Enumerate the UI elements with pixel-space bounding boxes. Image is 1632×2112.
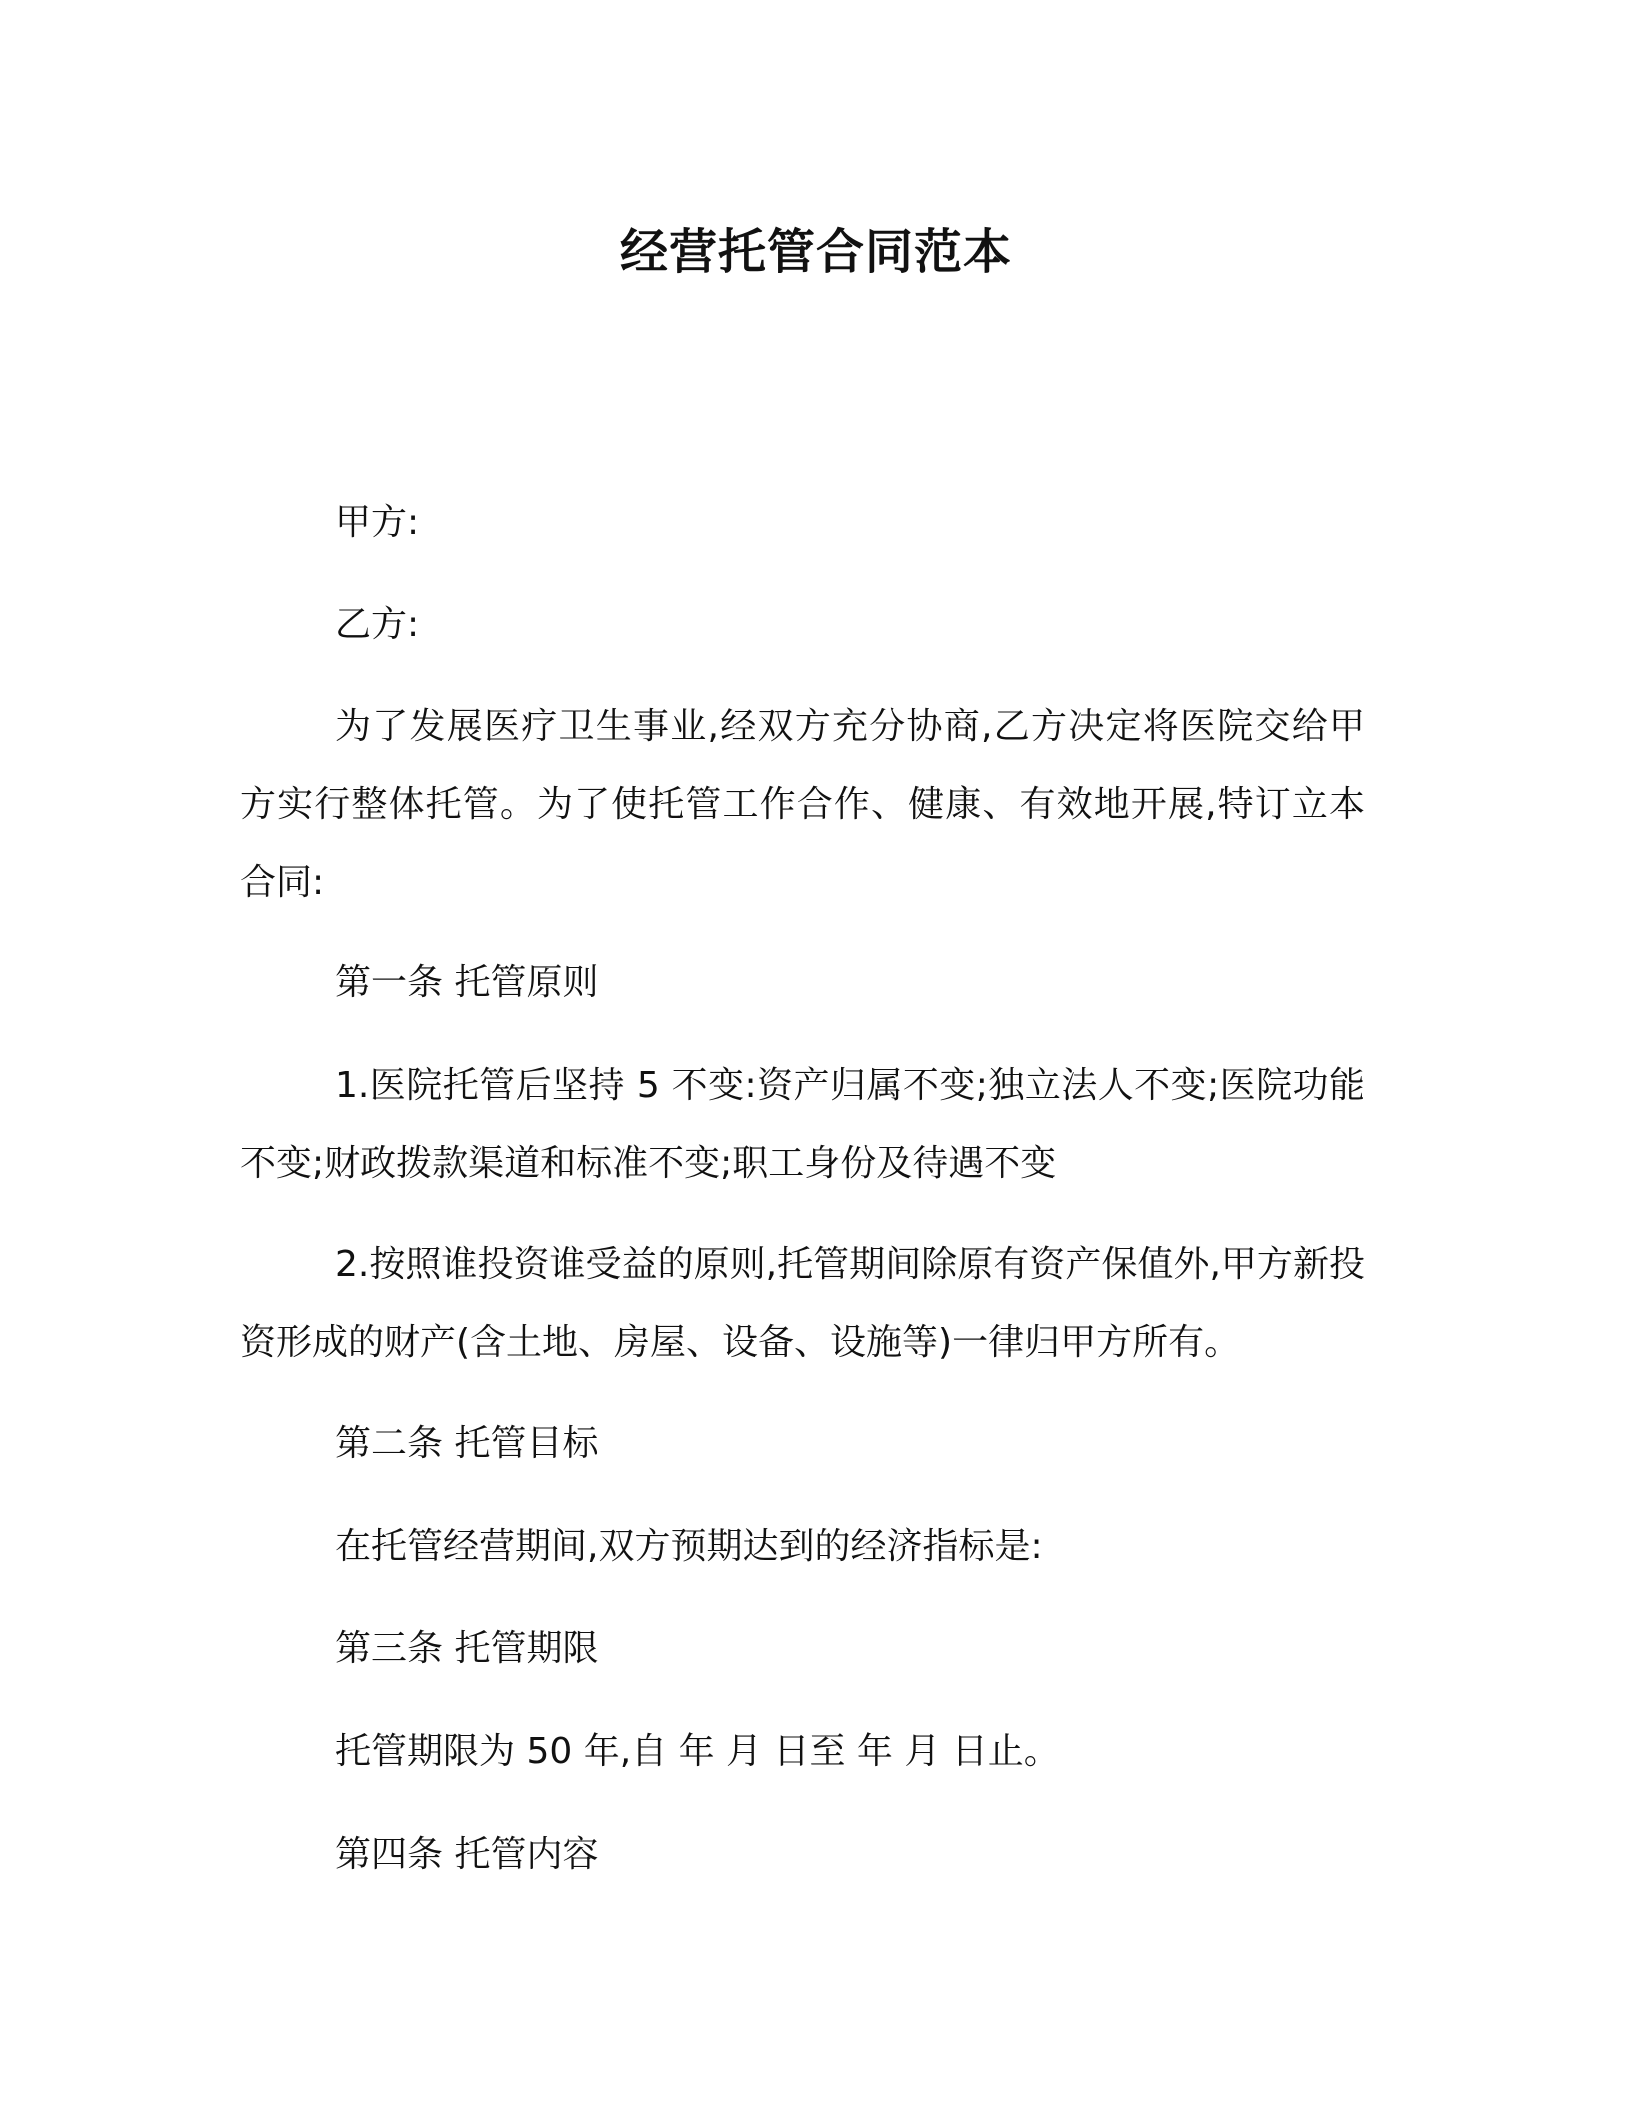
article-1-clause-1: 1.医院托管后坚持 5 不变:资产归属不变;独立法人不变;医院功能不变;财政拨款渠道和标准不变;职工身份及待遇不变 <box>240 1065 1365 1184</box>
article-3-text: 托管期限为 50 年,自 年 月 日至 年 月 日止。 <box>335 1731 1060 1772</box>
article-2-heading: 第二条 托管目标 <box>335 1423 599 1464</box>
party-b-line: 乙方: <box>335 604 420 645</box>
article-3-heading: 第三条 托管期限 <box>335 1628 599 1669</box>
preamble-paragraph: 为了发展医疗卫生事业,经双方充分协商,乙方决定将医院交给甲方实行整体托管。为了使托管工作合作、健康、有效地开展,特订立本合同: <box>240 706 1365 903</box>
document-title: 经营托管合同范本 <box>619 224 1012 280</box>
article-4-heading: 第四条 托管内容 <box>335 1834 599 1875</box>
article-1-heading: 第一条 托管原则 <box>335 962 599 1003</box>
party-a-line: 甲方: <box>335 502 420 543</box>
article-1-clause-2: 2.按照谁投资谁受益的原则,托管期间除原有资产保值外,甲方新投资形成的财产(含土地、房屋、设备、设施等)一律归甲方所有。 <box>240 1244 1365 1363</box>
article-2-text: 在托管经营期间,双方预期达到的经济指标是: <box>335 1526 1043 1567</box>
